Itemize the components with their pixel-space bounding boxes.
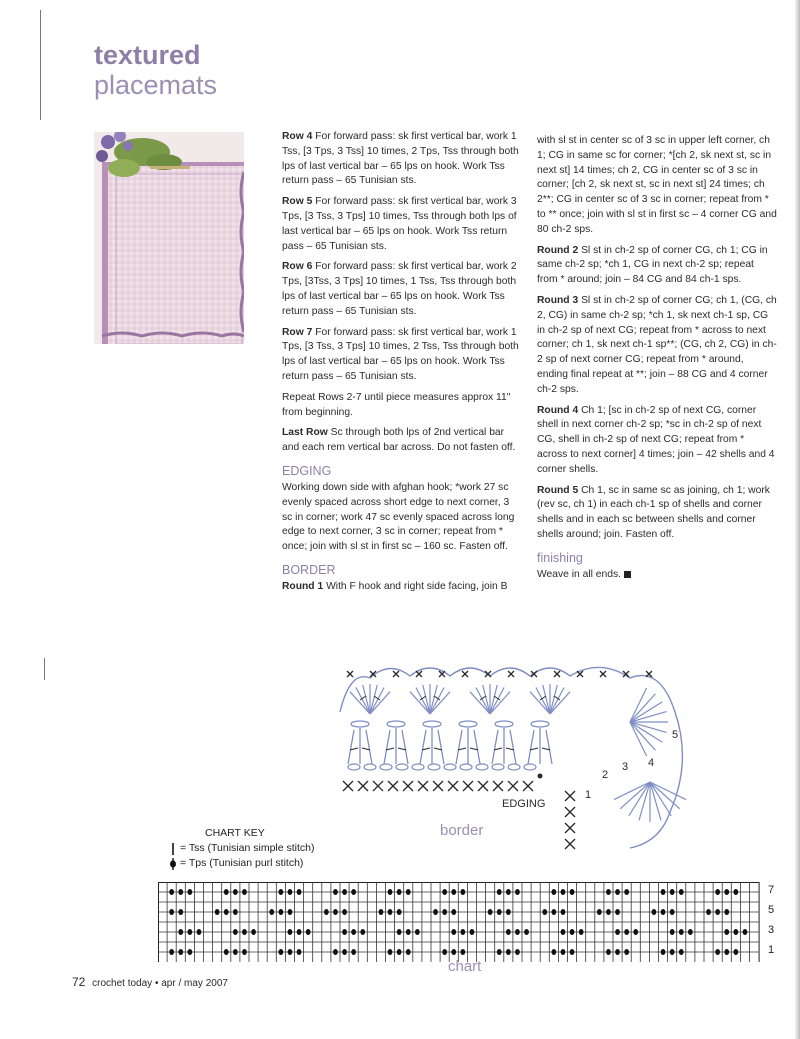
- rev-sc-symbol: [416, 671, 422, 677]
- round-2-label: Round 2: [537, 244, 579, 256]
- tps-stitch-mark: [615, 949, 620, 955]
- chain-oval: [444, 764, 456, 770]
- cluster-group-symbol: [528, 728, 552, 764]
- tps-stitch-mark: [715, 889, 720, 895]
- tps-stitch-mark: [169, 949, 174, 955]
- edging-sc-symbol: [463, 781, 473, 791]
- tps-stitch-mark: [278, 889, 283, 895]
- round-5-instruction: [537, 484, 777, 543]
- rev-sc-symbol: [577, 671, 583, 677]
- corner-shell-symbol: [614, 782, 686, 822]
- tps-stitch-mark: [551, 889, 556, 895]
- tps-stitch-mark: [288, 949, 293, 955]
- row-7-instruction: [282, 326, 520, 385]
- text-column-right: [537, 134, 777, 589]
- tss-description: = Tss (Tunisian simple stitch): [180, 842, 315, 854]
- tps-stitch-mark: [561, 929, 566, 935]
- round-3-label: Round 3: [537, 294, 579, 306]
- tps-stitch-mark: [388, 909, 393, 915]
- tps-stitch-mark: [215, 909, 220, 915]
- tps-stitch-mark: [178, 929, 183, 935]
- cluster-group-symbol: [348, 728, 372, 764]
- tps-stitch-mark: [288, 889, 293, 895]
- tps-stitch-mark: [342, 889, 347, 895]
- corner-shell-symbol: [630, 688, 668, 756]
- tps-stitch-mark: [187, 949, 192, 955]
- tps-stitch-mark: [679, 949, 684, 955]
- round-2-instruction: [537, 244, 777, 288]
- chart-key: [168, 826, 315, 871]
- tps-stitch-mark: [615, 909, 620, 915]
- tps-stitch-mark: [388, 949, 393, 955]
- tps-stitch-mark: [515, 889, 520, 895]
- row-number-3: 3: [768, 924, 775, 936]
- cluster-group-symbol: [420, 728, 444, 764]
- page-title: [94, 40, 217, 100]
- tps-stitch-mark: [333, 949, 338, 955]
- tps-stitch-mark: [506, 929, 511, 935]
- tps-stitch-mark: [397, 889, 402, 895]
- round-number-label: 3: [622, 761, 629, 773]
- tps-stitch-mark: [606, 889, 611, 895]
- end-square-icon: [624, 571, 631, 578]
- border-stitch-diagram: [330, 652, 710, 877]
- tss-symbol-icon: [168, 843, 177, 855]
- tps-stitch-mark: [561, 889, 566, 895]
- chain-oval: [460, 764, 472, 770]
- tps-stitch-mark: [497, 889, 502, 895]
- last-row-instruction: [282, 426, 520, 456]
- rev-sc-symbol: [554, 671, 560, 677]
- edging-heading: EDGING: [282, 463, 332, 478]
- tps-stitch-mark: [242, 949, 247, 955]
- tps-stitch-mark: [652, 909, 657, 915]
- round-3-instruction: [537, 294, 777, 398]
- tps-stitch-mark: [515, 949, 520, 955]
- tps-stitch-mark: [333, 889, 338, 895]
- tps-stitch-mark: [187, 929, 192, 935]
- tps-stitch-mark: [297, 929, 302, 935]
- tps-stitch-mark: [288, 909, 293, 915]
- chain-oval: [380, 764, 392, 770]
- row-4-label: Row 4: [282, 131, 313, 142]
- round-4-text: Ch 1; [sc in ch-2 sp of next CG, corner shell in next corner ch-2 sp; *sc in ch-2 sp of next CG, shell in ch-2 sp of next CG; repeat from * across to next corner] 4 times; join – 42 shells and 4 corner shells.: [537, 404, 775, 475]
- chain-oval: [396, 764, 408, 770]
- row-6-instruction: [282, 260, 520, 319]
- tps-stitch-mark: [688, 929, 693, 935]
- repeat-instruction: Repeat Rows 2-7 until piece measures approx 11" from beginning.: [282, 391, 511, 418]
- tps-stitch-mark: [488, 909, 493, 915]
- tps-stitch-mark: [724, 909, 729, 915]
- tps-stitch-mark: [506, 889, 511, 895]
- tps-stitch-mark: [542, 909, 547, 915]
- edging-sc-symbol: [493, 781, 503, 791]
- side-sc-symbol: [565, 823, 575, 833]
- chain-oval: [508, 764, 520, 770]
- tps-stitch-mark: [624, 889, 629, 895]
- row-4-instruction: [282, 130, 520, 189]
- round-number-label: 1: [585, 789, 592, 801]
- chart-row-numbers: [768, 882, 784, 962]
- tps-stitch-mark: [442, 909, 447, 915]
- rev-sc-symbol: [439, 671, 445, 677]
- tps-stitch-mark: [615, 929, 620, 935]
- chain-oval: [412, 764, 424, 770]
- edging-diagram-label: EDGING: [502, 798, 546, 810]
- tps-stitch-mark: [497, 949, 502, 955]
- edging-sc-symbol: [433, 781, 443, 791]
- key-row-tps: [168, 856, 315, 871]
- tps-stitch-mark: [633, 929, 638, 935]
- tps-stitch-mark: [233, 889, 238, 895]
- tps-stitch-mark: [278, 949, 283, 955]
- shell-symbol: [410, 684, 450, 714]
- cluster-group-symbol: [384, 728, 408, 764]
- tps-stitch-mark: [415, 929, 420, 935]
- edging-sc-symbol: [373, 781, 383, 791]
- tps-stitch-mark: [406, 929, 411, 935]
- tps-stitch-mark: [506, 909, 511, 915]
- tps-stitch-mark: [187, 889, 192, 895]
- join-dot-icon: [538, 774, 543, 779]
- edging-sc-symbol: [358, 781, 368, 791]
- tps-stitch-mark: [715, 949, 720, 955]
- tps-stitch-mark: [397, 949, 402, 955]
- chain-oval: [423, 721, 441, 727]
- tps-stitch-mark: [224, 949, 229, 955]
- tps-stitch-mark: [497, 909, 502, 915]
- tps-stitch-mark: [624, 949, 629, 955]
- last-row-text: Sc through both lps of 2nd vertical bar and each rem vertical bar across. Do not fasten off.: [282, 427, 516, 454]
- edging-sc-symbol: [478, 781, 488, 791]
- tps-stitch-mark: [570, 889, 575, 895]
- chain-oval: [476, 764, 488, 770]
- border-heading: BORDER: [282, 562, 336, 577]
- tps-stitch-mark: [470, 929, 475, 935]
- round-3-text: Sl st in ch-2 sp of corner CG; ch 1, (CG, ch 2, CG) in same ch-2 sp; *ch 1, sk next ch-1 sp, CG in ch-2 sp of next CG; repeat from * across to next corner; ch 1, sk next ch-1 sp**; (CG, ch 2, CG) in ch-2 sp of next corner CG; repeat from * around, ending final repeat at **; join – 88 CG and 4 corner ch-2 sps.: [537, 294, 777, 395]
- tps-description: = Tps (Tunisian purl stitch): [180, 857, 304, 869]
- rev-sc-symbol: [600, 671, 606, 677]
- tps-stitch-mark: [388, 889, 393, 895]
- text-column-left: [282, 130, 520, 601]
- tps-stitch-mark: [451, 909, 456, 915]
- tps-symbol-icon: [168, 858, 177, 870]
- edging-sc-symbol: [448, 781, 458, 791]
- tps-stitch-mark: [442, 949, 447, 955]
- page-number: 72: [72, 975, 86, 989]
- tps-stitch-mark: [724, 889, 729, 895]
- title-line-1: textured: [94, 40, 201, 70]
- tps-stitch-mark: [715, 909, 720, 915]
- page-edge-shadow: [794, 0, 800, 1039]
- row-number-7: 7: [768, 884, 775, 896]
- tps-stitch-mark: [288, 929, 293, 935]
- tps-stitch-mark: [351, 929, 356, 935]
- tps-stitch-mark: [351, 889, 356, 895]
- tps-stitch-mark: [406, 889, 411, 895]
- tps-stitch-mark: [269, 909, 274, 915]
- round-5-label: Round 5: [537, 484, 579, 496]
- tps-stitch-mark: [351, 949, 356, 955]
- tps-stitch-mark: [743, 929, 748, 935]
- tps-stitch-mark: [442, 889, 447, 895]
- row-5-instruction: [282, 195, 520, 254]
- rev-sc-symbol: [347, 671, 353, 677]
- round-4-label: Round 4: [537, 404, 579, 416]
- chain-oval: [524, 764, 536, 770]
- chain-oval: [428, 764, 440, 770]
- title-line-2: placemats: [94, 70, 218, 100]
- row-6-text: For forward pass: sk first vertical bar, work 2 Tps, [3Tss, 3 Tps] 10 times, 1 Tss, Tss through both lps of last vertical bar – 65 lps on hook. Work Tss return pass – 65 Tunisian sts.: [282, 261, 517, 317]
- round-5-text: Ch 1, sc in same sc as joining, ch 1; work (rev sc, ch 1) in each ch-1 sp of shells and corner shells and in each sc between shells and corner shells around; join. Fasten off.: [537, 484, 770, 540]
- tps-stitch-mark: [570, 929, 575, 935]
- tps-stitch-mark: [233, 909, 238, 915]
- tps-stitch-mark: [679, 929, 684, 935]
- tps-stitch-mark: [278, 909, 283, 915]
- tps-stitch-mark: [624, 929, 629, 935]
- edging-instruction: Working down side with afghan hook; *work 27 sc evenly spaced across short edge to next corner, 3 sc in corner; work 47 sc evenly spaced across long edge to next corner, 3 sc in corner; repeat from * once; join with sl st in first sc – 160 sc. Fasten off.: [282, 481, 515, 553]
- tps-stitch-mark: [670, 889, 675, 895]
- tps-stitch-mark: [451, 929, 456, 935]
- tps-stitch-mark: [233, 929, 238, 935]
- round-2-text: Sl st in ch-2 sp of corner CG, ch 1; CG in same ch-2 sp; *ch 1, CG in next ch-2 sp; repeat from * around; join – 84 CG and 84 ch-1 sps.: [537, 244, 768, 286]
- round-number-label: 4: [648, 757, 655, 769]
- tps-stitch-mark: [333, 909, 338, 915]
- finishing-instruction: [537, 568, 777, 583]
- round-number-label: 5: [672, 729, 679, 741]
- shell-symbol: [350, 684, 390, 714]
- tps-stitch-mark: [724, 949, 729, 955]
- key-row-tss: [168, 841, 315, 856]
- chart-key-title: CHART KEY: [205, 827, 265, 839]
- chart-label: chart: [448, 958, 482, 975]
- row-4-text: For forward pass: sk first vertical bar, work 1 Tss, [3 Tps, 3 Tss] 10 times, 2 Tps, Tss through both lps of last vertical bar – 65 lps on hook. Work Tss return pass – 65 Tunisian sts.: [282, 131, 519, 187]
- tps-stitch-mark: [661, 949, 666, 955]
- tps-stitch-mark: [561, 909, 566, 915]
- cluster-group-symbol: [492, 728, 516, 764]
- edging-sc-symbol: [523, 781, 533, 791]
- tps-stitch-mark: [297, 949, 302, 955]
- row-number-5: 5: [768, 904, 775, 916]
- tps-stitch-mark: [506, 949, 511, 955]
- tps-stitch-mark: [706, 909, 711, 915]
- row-7-label: Row 7: [282, 326, 313, 338]
- shell-symbol: [530, 684, 570, 714]
- shell-symbol: [470, 684, 510, 714]
- tps-stitch-mark: [251, 929, 256, 935]
- tps-stitch-mark: [433, 909, 438, 915]
- gutter-line: [40, 10, 41, 120]
- chain-oval: [492, 764, 504, 770]
- tps-stitch-mark: [679, 889, 684, 895]
- rev-sc-symbol: [462, 671, 468, 677]
- magazine-issue: crochet today • apr / may 2007: [92, 978, 228, 989]
- tps-stitch-mark: [670, 929, 675, 935]
- tps-stitch-mark: [178, 949, 183, 955]
- tps-stitch-mark: [233, 949, 238, 955]
- tps-stitch-mark: [169, 889, 174, 895]
- side-sc-symbol: [565, 791, 575, 801]
- tps-stitch-mark: [724, 929, 729, 935]
- tps-stitch-mark: [324, 909, 329, 915]
- side-sc-symbol: [565, 807, 575, 817]
- tps-stitch-mark: [451, 949, 456, 955]
- round-number-label: 2: [602, 769, 609, 781]
- tps-stitch-mark: [670, 909, 675, 915]
- tps-stitch-mark: [579, 929, 584, 935]
- tps-stitch-mark: [169, 909, 174, 915]
- tps-stitch-mark: [397, 909, 402, 915]
- rev-sc-symbol: [485, 671, 491, 677]
- row-7-text: For forward pass: sk first vertical bar, work 1 Tps, [3 Tss, 3 Tps] 10 times, 2 Tss, Tss through both lps of last vertical bar – 65 lps on hook. Work Tss return pass – 65 Tunisian sts.: [282, 326, 519, 382]
- tps-stitch-mark: [460, 889, 465, 895]
- tps-stitch-mark: [606, 949, 611, 955]
- row-5-text: For forward pass: sk first vertical bar, work 3 Tps, [3 Tss, 3 Tps] 10 times, Tss through both lps of last vertical bar – 65 lps on hook. Work Tss return pass – 65 Tunisian sts.: [282, 196, 517, 252]
- edging-sc-symbol: [388, 781, 398, 791]
- chain-oval: [495, 721, 513, 727]
- placemat-photo: [94, 132, 244, 344]
- chain-oval: [364, 764, 376, 770]
- tps-stitch-mark: [597, 909, 602, 915]
- tps-stitch-mark: [515, 929, 520, 935]
- tps-stitch-mark: [178, 909, 183, 915]
- finishing-heading: finishing: [537, 550, 583, 565]
- tps-stitch-mark: [524, 929, 529, 935]
- cluster-group-symbol: [456, 728, 480, 764]
- tps-stitch-mark: [379, 909, 384, 915]
- tps-stitch-mark: [661, 889, 666, 895]
- round-1-continued: with sl st in center sc of 3 sc in upper left corner, ch 1; CG in same sc for corner; *[ch 2, sk next st, sc in next st] 14 times; ch 2, CG in center sc of 3 sc in corner; [ch 2, sk next st, sc in next st] 24 times; ch 2**; CG in center sc of 3 sc in corner; repeat from * to ** once; join with sl st in first sc – 4 corner CG and 80 ch-2 sps.: [537, 135, 777, 235]
- last-row-label: Last Row: [282, 427, 328, 439]
- chain-oval: [531, 721, 549, 727]
- row-number-1: 1: [768, 944, 775, 956]
- round-4-instruction: [537, 404, 777, 478]
- finishing-text: Weave in all ends.: [537, 568, 621, 580]
- row-5-label: Row 5: [282, 196, 313, 208]
- tps-stitch-mark: [224, 909, 229, 915]
- rev-sc-symbol: [508, 671, 514, 677]
- tps-stitch-mark: [606, 909, 611, 915]
- tps-stitch-mark: [197, 929, 202, 935]
- round-1-instruction: [282, 580, 520, 595]
- chain-oval: [351, 721, 369, 727]
- tps-stitch-mark: [342, 929, 347, 935]
- tps-stitch-mark: [570, 949, 575, 955]
- border-diagram-label: border: [440, 822, 484, 839]
- tps-stitch-mark: [242, 929, 247, 935]
- tps-stitch-mark: [242, 889, 247, 895]
- edging-sc-symbol: [508, 781, 518, 791]
- chain-oval: [459, 721, 477, 727]
- tps-stitch-mark: [342, 949, 347, 955]
- tps-stitch-mark: [306, 929, 311, 935]
- side-sc-symbol: [565, 839, 575, 849]
- chain-oval: [387, 721, 405, 727]
- tps-stitch-mark: [297, 889, 302, 895]
- tps-stitch-mark: [360, 929, 365, 935]
- tps-stitch-mark: [561, 949, 566, 955]
- page-footer: [72, 975, 228, 989]
- tps-stitch-mark: [342, 909, 347, 915]
- tps-stitch-mark: [178, 889, 183, 895]
- tps-stitch-mark: [670, 949, 675, 955]
- rev-sc-symbol: [393, 671, 399, 677]
- edging-sc-symbol: [403, 781, 413, 791]
- tps-stitch-mark: [733, 949, 738, 955]
- chain-oval: [348, 764, 360, 770]
- round-1-label: Round 1: [282, 580, 324, 592]
- tps-stitch-mark: [406, 949, 411, 955]
- tps-stitch-mark: [733, 929, 738, 935]
- tps-stitch-mark: [451, 889, 456, 895]
- tps-stitch-mark: [615, 889, 620, 895]
- edging-sc-symbol: [343, 781, 353, 791]
- tps-stitch-mark: [224, 889, 229, 895]
- tps-stitch-mark: [733, 889, 738, 895]
- gutter-tick: [44, 658, 45, 680]
- tps-stitch-mark: [460, 929, 465, 935]
- round-1-text: With F hook and right side facing, join B: [326, 580, 508, 592]
- tps-stitch-mark: [460, 949, 465, 955]
- tps-stitch-mark: [397, 929, 402, 935]
- stitch-chart-grid: [158, 882, 764, 967]
- tps-stitch-mark: [661, 909, 666, 915]
- edging-sc-symbol: [418, 781, 428, 791]
- rev-sc-edge: [340, 667, 682, 848]
- row-6-label: Row 6: [282, 261, 313, 273]
- tps-stitch-mark: [551, 949, 556, 955]
- tps-stitch-mark: [551, 909, 556, 915]
